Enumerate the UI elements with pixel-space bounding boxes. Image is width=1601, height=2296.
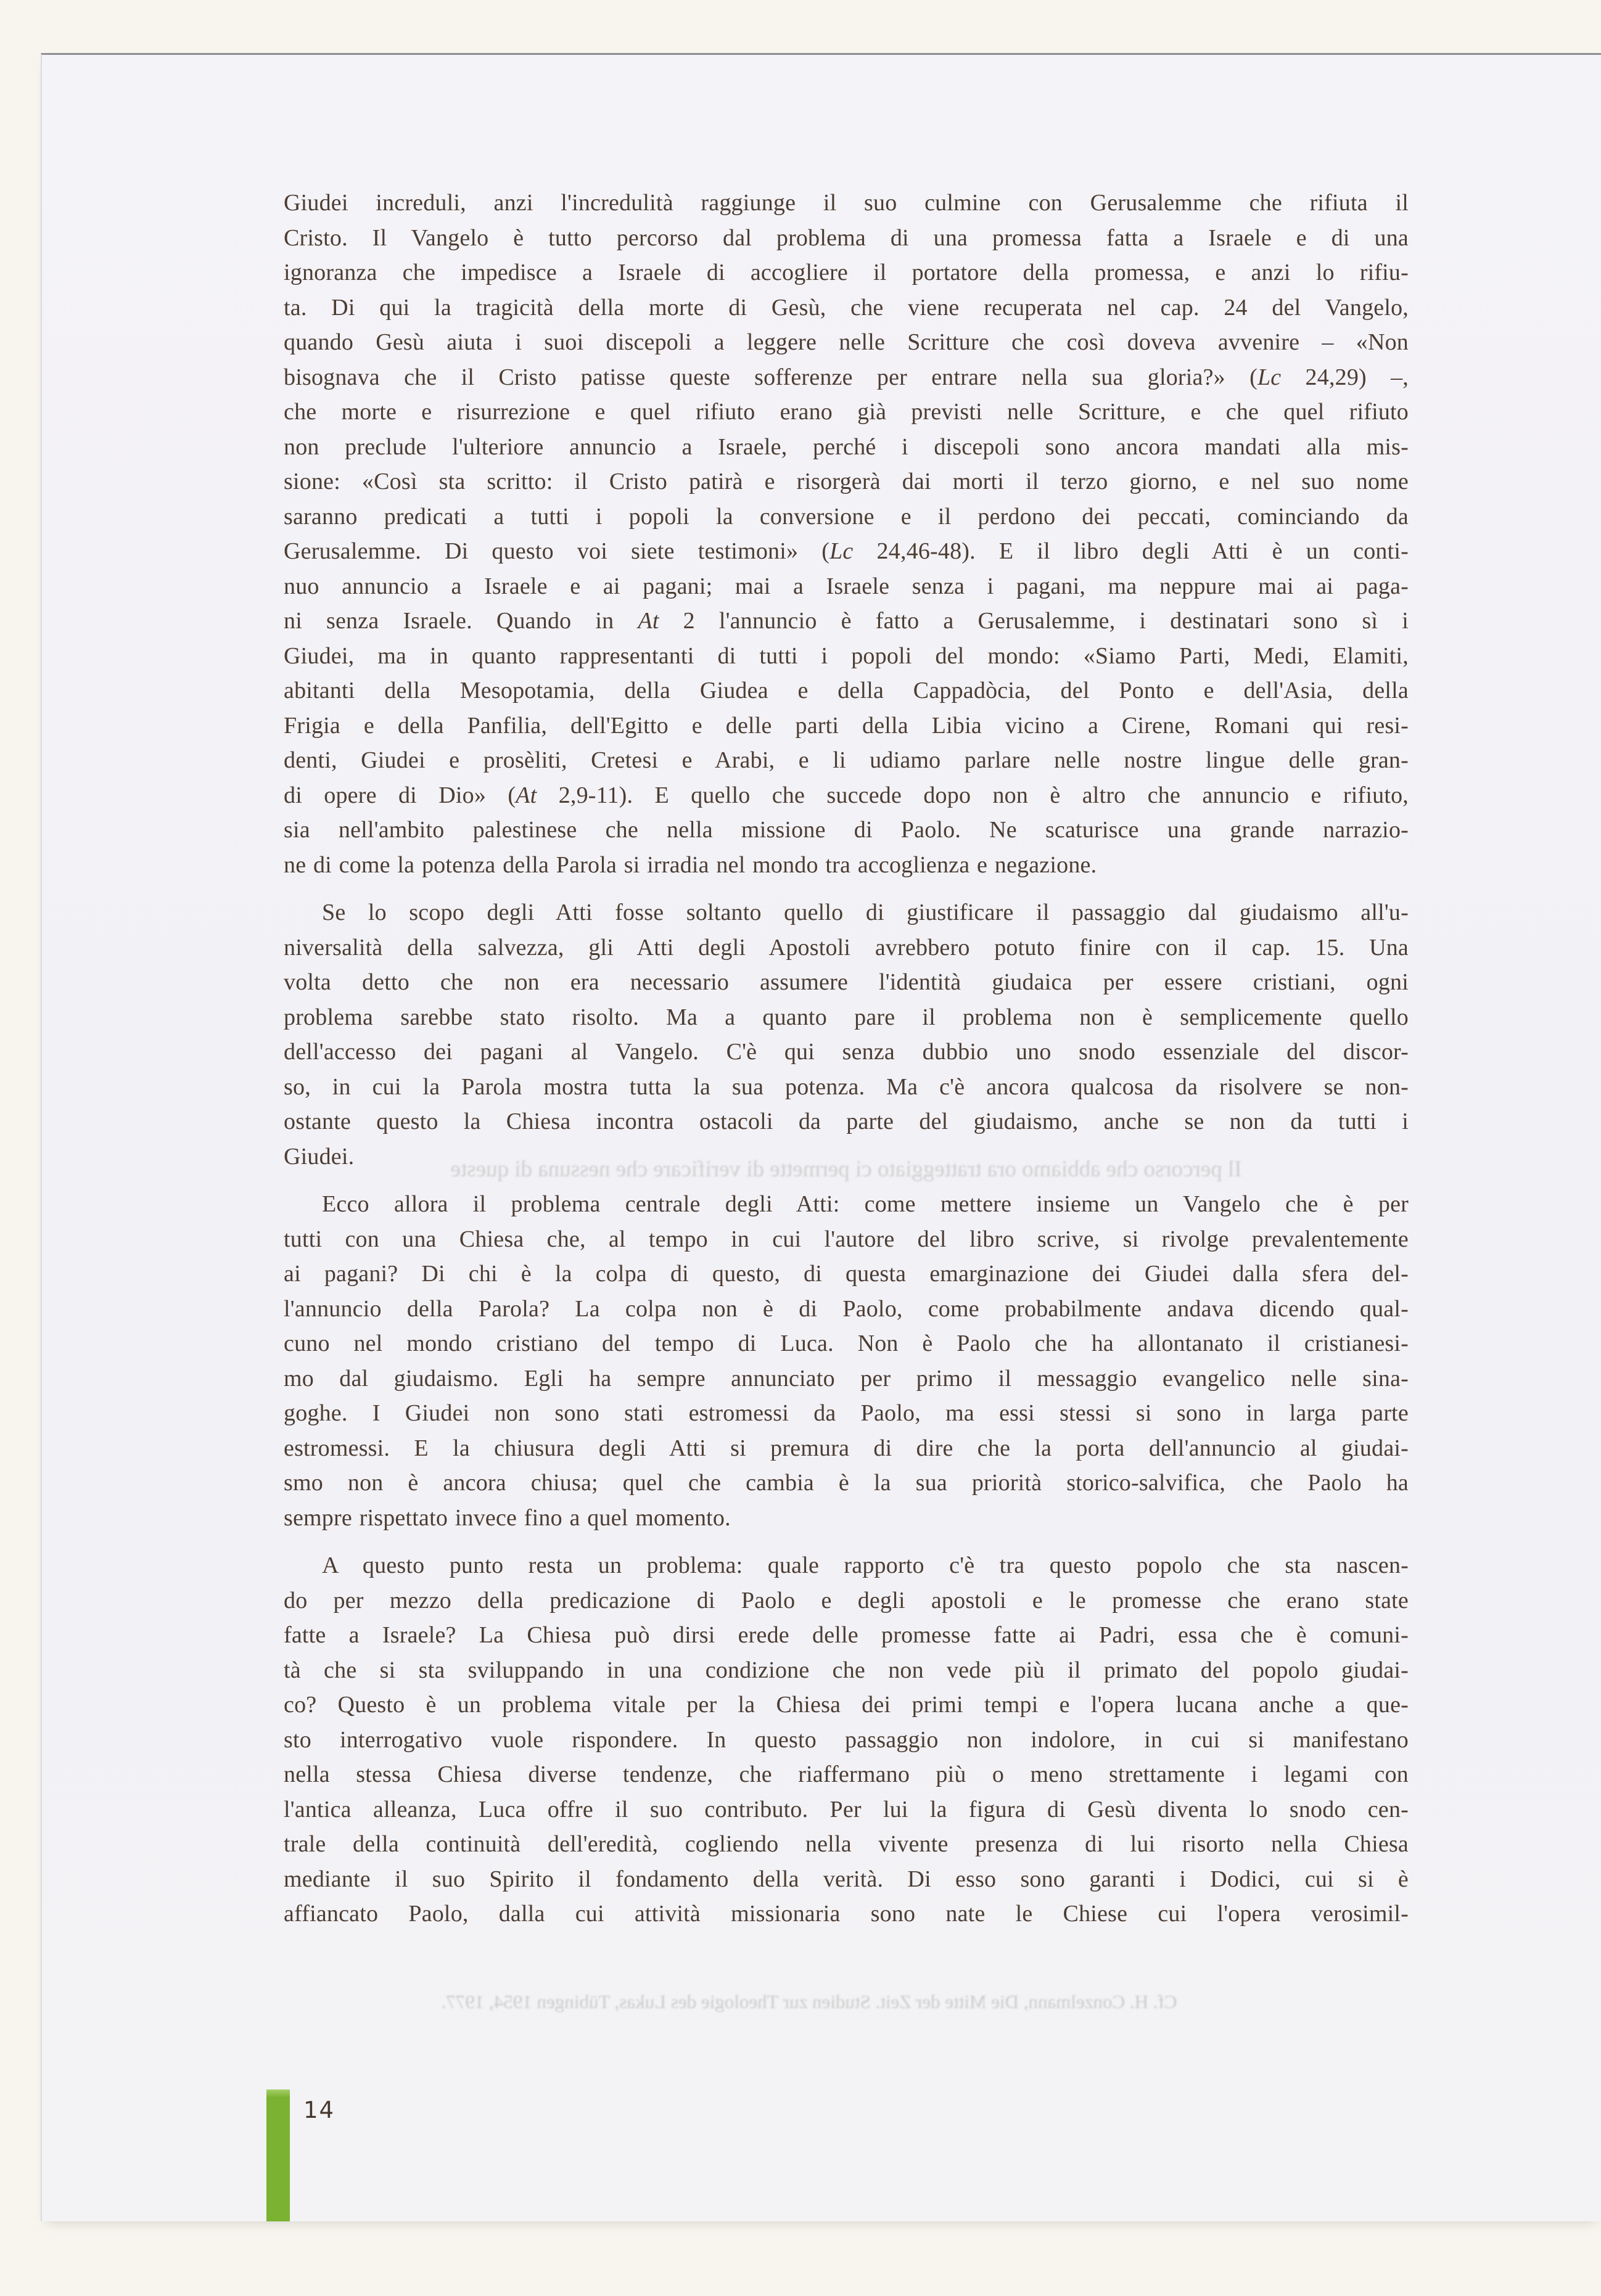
text-line: Cristo. Il Vangelo è tutto percorso dal problema di una promessa fatta a Israele e di una xyxy=(284,224,1409,251)
text-line: affiancato Paolo, dalla cui attività missionaria sono nate le Chiese cui l'opera verosimil- xyxy=(284,1901,1409,1927)
page-number-bar xyxy=(266,2089,290,2221)
text-line: nuo annuncio a Israele e ai pagani; mai a Israele senza i pagani, ma neppure mai ai paga- xyxy=(284,573,1409,599)
bleedthrough-text-line: Il percorso che abbiamo ora tratteggiato ci permette di verificare che nessuna di queste xyxy=(450,1157,1242,1182)
text-line: do per mezzo della predicazione di Paolo e degli apostoli e le promesse che erano state xyxy=(284,1587,1409,1613)
text-line: tà che si sta sviluppando in una condizione che non vede più il primato del popolo giudai- xyxy=(284,1657,1409,1683)
text-line: A questo punto resta un problema: quale rapporto c'è tra questo popolo che sta nascen- xyxy=(322,1552,1409,1578)
scanned-page xyxy=(41,53,1601,2221)
text-line: non preclude l'ulteriore annuncio a Israele, perché i discepoli sono ancora mandati alla mis- xyxy=(284,433,1409,460)
text-line: Giudei, ma in quanto rappresentanti di tutti i popoli del mondo: «Siamo Parti, Medi, Elamiti, xyxy=(284,642,1409,669)
text-line: bisognava che il Cristo patisse queste sofferenze per entrare nella sua gloria?» (Lc 24,29) –, xyxy=(284,364,1409,390)
text-line: ignoranza che impedisce a Israele di accogliere il portatore della promessa, e anzi lo rifiu- xyxy=(284,260,1409,285)
text-line: volta detto che non era necessario assumere l'identità giudaica per essere cristiani, ogni xyxy=(284,969,1409,995)
text-line: so, in cui la Parola mostra tutta la sua potenza. Ma c'è ancora qualcosa da risolvere se non- xyxy=(284,1073,1409,1100)
page-number: 14 xyxy=(303,2097,335,2123)
text-block xyxy=(284,186,1409,1945)
text-line: fatte a Israele? La Chiesa può dirsi erede delle promesse fatte ai Padri, essa che è comuni- xyxy=(284,1622,1409,1648)
text-line: mo dal giudaismo. Egli ha sempre annunciato per primo il messaggio evangelico nelle sina- xyxy=(284,1365,1409,1392)
text-line: cuno nel mondo cristiano del tempo di Luca. Non è Paolo che ha allontanato il cristianesi- xyxy=(284,1330,1409,1356)
text-line: goghe. I Giudei non sono stati estromessi da Paolo, ma essi stessi si sono in larga parte xyxy=(284,1400,1409,1426)
text-line: l'annuncio della Parola? La colpa non è di Paolo, come probabilmente andava dicendo qual- xyxy=(284,1295,1409,1322)
text-line: Gerusalemme. Di questo voi siete testimoni» (Lc 24,46-48). E il libro degli Atti è un conti- xyxy=(284,538,1409,564)
paragraph xyxy=(284,895,1409,1174)
text-line: Se lo scopo degli Atti fosse soltanto quello di giustificare il passaggio dal giudaismo all'u- xyxy=(322,900,1409,925)
text-line: Ecco allora il problema centrale degli Atti: come mettere insieme un Vangelo che è per xyxy=(322,1191,1409,1217)
text-line: smo non è ancora chiusa; quel che cambia è la sua priorità storico-salvifica, che Paolo ha xyxy=(284,1470,1409,1496)
text-line: sto interrogativo vuole rispondere. In questo passaggio non indolore, in cui si manifestano xyxy=(284,1726,1409,1753)
text-line: dell'accesso dei pagani al Vangelo. C'è qui senza dubbio uno snodo essenziale del discor- xyxy=(284,1039,1409,1065)
text-line: Frigia e della Panfilia, dell'Egitto e delle parti della Libia vicino a Cirene, Romani qui resi- xyxy=(284,712,1409,739)
text-line: niversalità della salvezza, gli Atti degli Apostoli avrebbero potuto finire con il cap. 15. Una xyxy=(284,934,1409,961)
text-line: ne di come la potenza della Parola si irradia nel mondo tra accoglienza e negazione. xyxy=(284,851,1097,878)
text-line: ni senza Israele. Quando in At 2 l'annuncio è fatto a Gerusalemme, i destinatari sono sì i xyxy=(284,608,1409,634)
text-line: mediante il suo Spirito il fondamento della verità. Di esso sono garanti i Dodici, cui si è xyxy=(284,1866,1409,1892)
text-line: sia nell'ambito palestinese che nella missione di Paolo. Ne scaturisce una grande narrazio- xyxy=(284,817,1409,843)
text-line: quando Gesù aiuta i suoi discepoli a leggere nelle Scritture che così doveva avvenire – «Non xyxy=(284,329,1409,355)
text-line: ostante questo la Chiesa incontra ostacoli da parte del giudaismo, anche se non da tutti i xyxy=(284,1109,1409,1134)
bleedthrough-footnote: Cf. H. Conzelmann, Die Mitte der Zeit. Studien zur Theologie des Lukas, Tübingen 1954, 1977. xyxy=(441,1991,1177,2012)
text-line: Giudei. xyxy=(284,1143,355,1170)
text-line: sione: «Così sta scritto: il Cristo patirà e risorgerà dai morti il terzo giorno, e nel suo nome xyxy=(284,469,1409,494)
text-line: estromessi. E la chiusura degli Atti si premura di dire che la porta dell'annuncio al giudai- xyxy=(284,1435,1409,1461)
text-line: ai pagani? Di chi è la colpa di questo, di questa emarginazione dei Giudei dalla sfera del- xyxy=(284,1261,1409,1287)
paragraph xyxy=(284,1187,1409,1535)
text-line: l'antica alleanza, Luca offre il suo contributo. Per lui la figura di Gesù diventa lo snodo cen- xyxy=(284,1796,1409,1822)
text-line: Giudei increduli, anzi l'incredulità raggiunge il suo culmine con Gerusalemme che rifiuta il xyxy=(284,190,1409,216)
text-line: di opere di Dio» (At 2,9-11). E quello che succede dopo non è altro che annuncio e rifiuto, xyxy=(284,782,1409,808)
text-line: problema sarebbe stato risolto. Ma a quanto pare il problema non è semplicemente quello xyxy=(284,1004,1409,1030)
text-line: nella stessa Chiesa diverse tendenze, che riaffermano più o meno strettamente i legami con xyxy=(284,1761,1409,1787)
paragraph xyxy=(284,1548,1409,1932)
text-line: ta. Di qui la tragicità della morte di Gesù, che viene recuperata nel cap. 24 del Vangelo, xyxy=(284,294,1409,321)
text-line: co? Questo è un problema vitale per la Chiesa dei primi tempi e l'opera lucana anche a que- xyxy=(284,1692,1409,1718)
text-line: sempre rispettato invece fino a quel momento. xyxy=(284,1504,731,1531)
text-line: denti, Giudei e prosèliti, Cretesi e Arabi, e li udiamo parlare nelle nostre lingue delle gran- xyxy=(284,747,1409,773)
paragraph xyxy=(284,186,1409,882)
text-line: abitanti della Mesopotamia, della Giudea e della Cappadòcia, del Ponto e dell'Asia, della xyxy=(284,678,1409,703)
text-line: che morte e risurrezione e quel rifiuto erano già previsti nelle Scritture, e che quel rifiuto xyxy=(284,399,1409,425)
text-line: trale della continuità dell'eredità, cogliendo nella vivente presenza di lui risorto nella Chiesa xyxy=(284,1831,1409,1857)
text-line: tutti con una Chiesa che, al tempo in cui l'autore del libro scrive, si rivolge prevalentemente xyxy=(284,1226,1409,1252)
text-line: saranno predicati a tutti i popoli la conversione e il perdono dei peccati, cominciando da xyxy=(284,503,1409,530)
